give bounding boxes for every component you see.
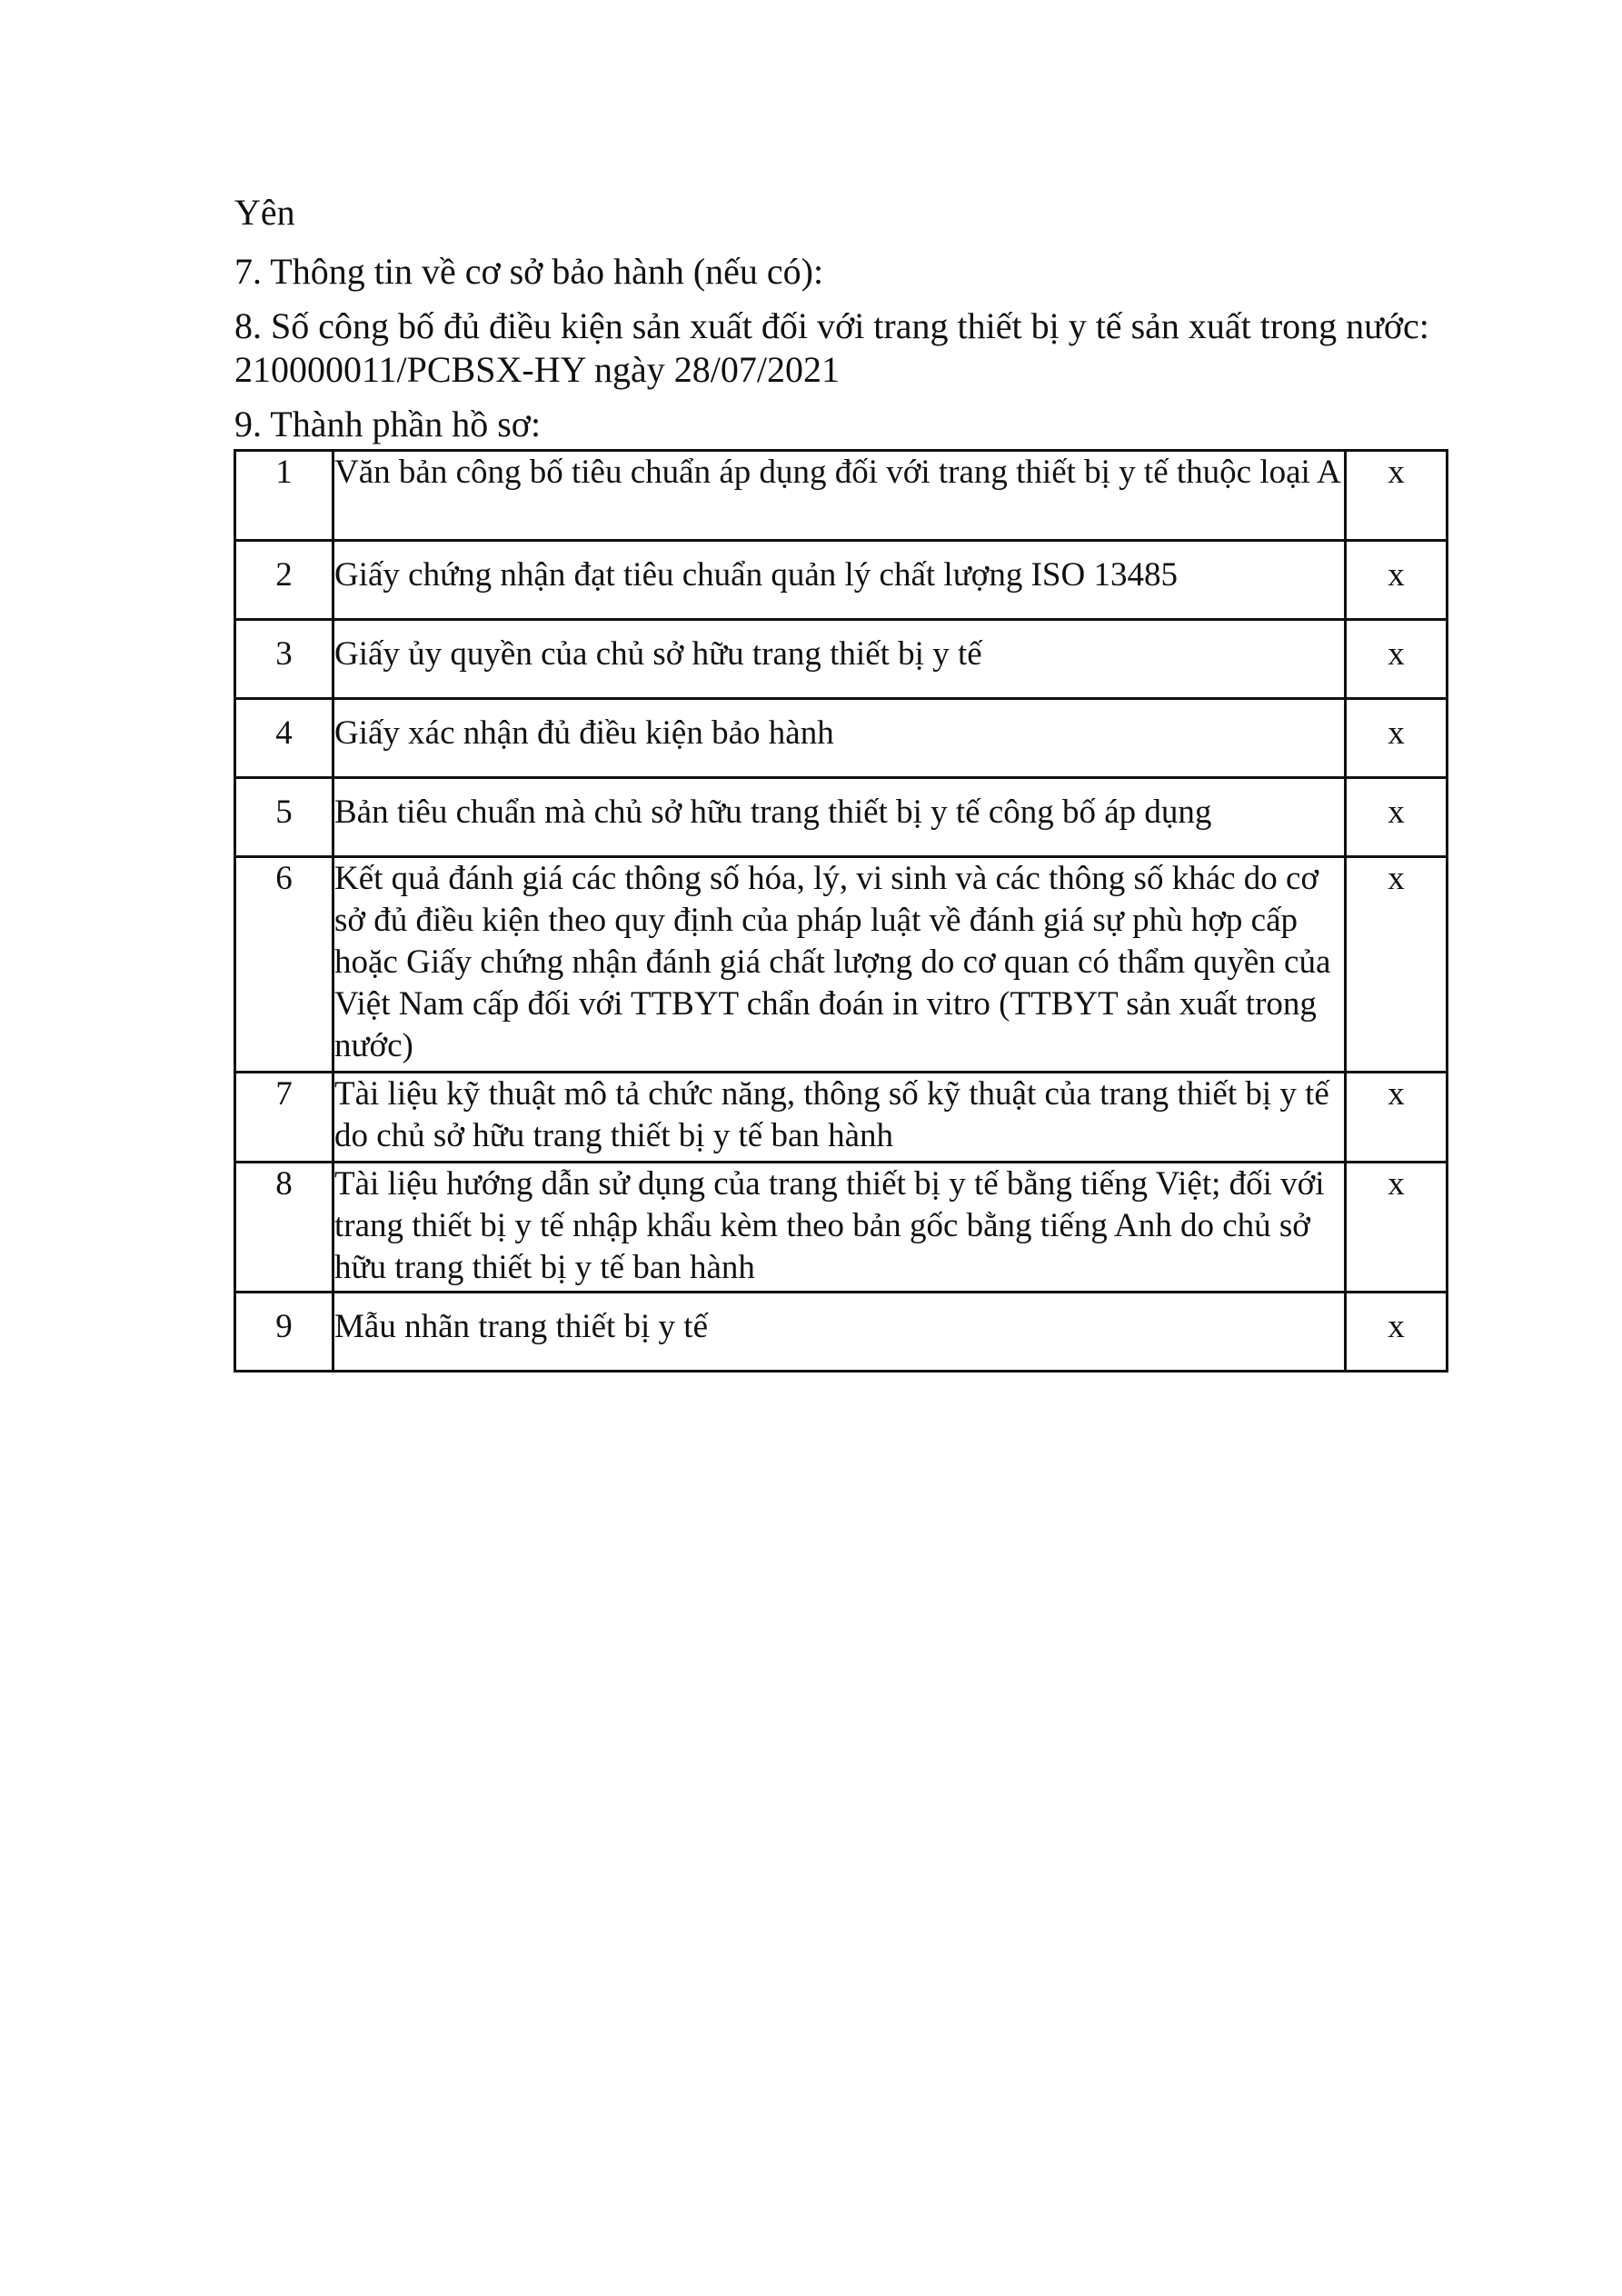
row-description: Kết quả đánh giá các thông số hóa, lý, vi sinh và các thông số khác do cơ sở đủ điều kiện theo quy định của pháp luật về đánh giá sự phù hợp cấp hoặc Giấy chứng nhận đánh giá chất lượng do cơ quan có thẩm quyền của Việt Nam cấp đối với TTBYT chẩn đoán in vitro (TTBYT sản xuất trong nước)	[333, 857, 1346, 1073]
row-description: Bản tiêu chuẩn mà chủ sở hữu trang thiết bị y tế công bố áp dụng	[333, 778, 1346, 857]
row-description: Mẫu nhãn trang thiết bị y tế	[333, 1293, 1346, 1372]
row-check-mark: x	[1346, 1073, 1448, 1163]
row-number: 3	[235, 620, 333, 699]
table-row	[235, 857, 1448, 1073]
dossier-components-heading: 9. Thành phần hồ sơ:	[234, 404, 542, 444]
row-number: 7	[235, 1073, 333, 1163]
table-row	[235, 1163, 1448, 1293]
row-number: 9	[235, 1293, 333, 1372]
table-row	[235, 1073, 1448, 1163]
row-check-mark: x	[1346, 857, 1448, 1073]
table-row	[235, 778, 1448, 857]
production-certificate-text: 8. Số công bố đủ điều kiện sản xuất đối với trang thiết bị y tế sản xuất trong nước: 210000011/PCBSX-HY ngày 28/07/2021	[234, 305, 1429, 390]
row-description: Giấy chứng nhận đạt tiêu chuẩn quản lý chất lượng ISO 13485	[333, 541, 1346, 620]
table-row	[235, 620, 1448, 699]
row-check-mark: x	[1346, 778, 1448, 857]
row-number: 4	[235, 699, 333, 778]
row-check-mark: x	[1346, 620, 1448, 699]
row-description: Giấy xác nhận đủ điều kiện bảo hành	[333, 699, 1346, 778]
table-row	[235, 451, 1448, 541]
row-number: 2	[235, 541, 333, 620]
table-row	[235, 1293, 1448, 1372]
row-check-mark: x	[1346, 699, 1448, 778]
row-check-mark: x	[1346, 541, 1448, 620]
row-check-mark: x	[1346, 1163, 1448, 1293]
table-row	[235, 541, 1448, 620]
row-number: 5	[235, 778, 333, 857]
row-check-mark: x	[1346, 1293, 1448, 1372]
table-row	[235, 699, 1448, 778]
warranty-info-heading: 7. Thông tin về cơ sở bảo hành (nếu có):	[234, 251, 824, 292]
row-description: Tài liệu hướng dẫn sử dụng của trang thiết bị y tế bằng tiếng Việt; đối với trang thiết bị y tế nhập khẩu kèm theo bản gốc bằng tiếng Anh do chủ sở hữu trang thiết bị y tế ban hành	[333, 1163, 1346, 1293]
continuation-text: Yên	[234, 192, 295, 233]
row-number: 1	[235, 451, 333, 541]
row-description: Tài liệu kỹ thuật mô tả chức năng, thông số kỹ thuật của trang thiết bị y tế do chủ sở hữu trang thiết bị y tế ban hành	[333, 1073, 1346, 1163]
dossier-table	[234, 449, 1448, 1373]
row-description: Giấy ủy quyền của chủ sở hữu trang thiết bị y tế	[333, 620, 1346, 699]
row-number: 8	[235, 1163, 333, 1293]
row-number: 6	[235, 857, 333, 1073]
row-description: Văn bản công bố tiêu chuẩn áp dụng đối với trang thiết bị y tế thuộc loại A	[333, 451, 1346, 541]
row-check-mark: x	[1346, 451, 1448, 541]
